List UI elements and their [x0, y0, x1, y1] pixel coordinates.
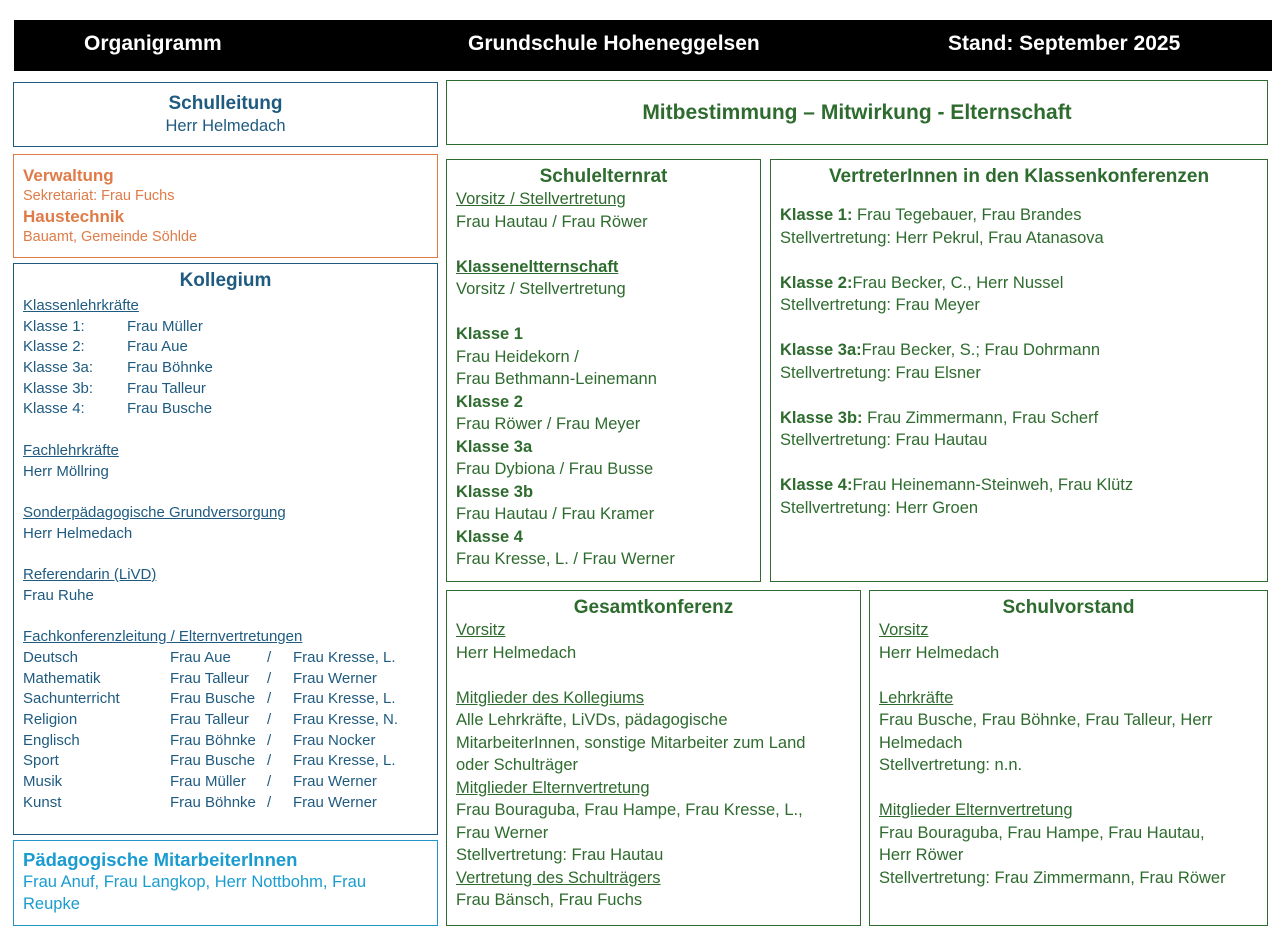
klassen-label: Klasse 4: — [23, 400, 85, 418]
fach-leitung: Frau Müller — [170, 772, 246, 790]
vt-k3a-label: Klasse 3a: — [780, 341, 862, 359]
fachkonferenz-row — [23, 669, 437, 690]
gk-traeger-heading: Vertretung des Schulträgers — [456, 868, 661, 887]
gk-kollegium-1: Alle Lehrkräfte, LiVDs, pädagogische — [456, 711, 728, 729]
sv-eltern-2: Herr Röwer — [879, 846, 964, 864]
klassen-row — [23, 379, 437, 400]
fach-separator: / — [267, 752, 272, 770]
vt-k1-label: Klasse 1: — [780, 206, 853, 224]
ser-k2-label: Klasse 2 — [456, 392, 523, 411]
fach-eltern: Frau Werner — [293, 669, 377, 687]
klassen-teacher: Frau Busche — [127, 400, 213, 418]
ser-k3a-label: Klasse 3a — [456, 437, 533, 456]
fachlehrkraefte-name: Herr Möllring — [23, 462, 109, 480]
klassen-row — [23, 337, 437, 358]
schulleitung-name: Herr Helmedach — [165, 117, 286, 135]
fach-separator: / — [267, 731, 272, 749]
klassen-row — [23, 399, 437, 420]
klassen-label: Klasse 1: — [23, 317, 85, 335]
vt-k2: Frau Becker, C., Herr Nussel — [852, 273, 1064, 292]
ser-klasseneltern-sub: Vorsitz / Stellvertretung — [456, 280, 626, 298]
kollegium-box — [13, 263, 438, 835]
fach-leitung: Frau Aue — [170, 648, 231, 666]
fach-leitung: Frau Talleur — [170, 669, 249, 687]
klassen-teacher: Frau Böhnke — [127, 359, 213, 377]
gk-kollegium-2: MitarbeiterInnen, sonstige Mitarbeiter zum Land — [456, 733, 806, 752]
fach-name: Kunst — [23, 793, 62, 811]
sonder-name: Herr Helmedach — [23, 524, 133, 542]
haustechnik-title: Haustechnik — [23, 207, 125, 226]
fach-separator: / — [267, 772, 272, 790]
fach-eltern: Frau Kresse, L. — [293, 690, 396, 708]
fach-leitung: Frau Böhnke — [170, 793, 256, 811]
fach-eltern: Frau Kresse, L. — [293, 752, 396, 770]
vt-k1-st: Stellvertretung: Herr Pekrul, Frau Atanasova — [780, 228, 1104, 247]
ser-k1-line2: Frau Bethmann-Leinemann — [456, 370, 657, 388]
schulelternrat-box — [446, 159, 761, 582]
ser-k3a: Frau Dybiona / Frau Busse — [456, 460, 654, 478]
gk-vorsitz: Herr Helmedach — [456, 643, 577, 662]
fach-name: Musik — [23, 772, 63, 790]
paedagogisch-box — [13, 840, 438, 926]
fach-eltern: Frau Kresse, L. — [293, 648, 396, 666]
ser-k3b-label: Klasse 3b — [456, 482, 534, 501]
klassen-row — [23, 358, 437, 379]
vt-k3b-st: Stellvertretung: Frau Hautau — [780, 431, 988, 449]
sv-lehr-heading: Lehrkräfte — [879, 688, 954, 707]
verwaltung-text: Sekretariat: Frau Fuchs — [23, 188, 175, 204]
gk-vorsitz-heading: Vorsitz — [456, 621, 506, 639]
gk-eltern-2: Frau Werner — [456, 823, 549, 842]
ser-vorsitz-heading: Vorsitz / Stellvertretung — [456, 190, 626, 208]
fach-eltern: Frau Nocker — [293, 731, 376, 749]
sv-eltern-1: Frau Bouraguba, Frau Hampe, Frau Hautau, — [879, 823, 1205, 842]
vt-k3a: Frau Becker, S.; Frau Dohrmann — [861, 341, 1101, 359]
gk-kollegium-3: oder Schulträger — [456, 756, 578, 774]
verwaltung-title: Verwaltung — [23, 166, 114, 185]
ser-k4-label: Klasse 4 — [456, 527, 523, 546]
paedagogisch-line2: Reupke — [23, 895, 80, 913]
ser-k2: Frau Röwer / Frau Meyer — [456, 415, 641, 433]
header-title: Organigramm — [84, 32, 222, 55]
ser-klasseneltern-heading: Klasseneltternschaft — [456, 257, 619, 276]
fach-eltern: Frau Werner — [293, 772, 377, 790]
fach-separator: / — [267, 648, 272, 666]
ser-k1-line1: Frau Heidekorn / — [456, 347, 579, 366]
sv-lehr-1: Frau Busche, Frau Böhnke, Frau Talleur, Herr — [879, 711, 1213, 729]
school-name: Grundschule Hoheneggelsen — [468, 32, 760, 55]
schulelternrat-title: Schulelternrat — [539, 166, 668, 187]
fachkonferenz-row — [23, 689, 437, 710]
header-bar — [14, 20, 1272, 71]
gesamtkonferenz-box — [446, 590, 861, 926]
fachkonferenz-row — [23, 731, 437, 752]
vt-k3a-st: Stellvertretung: Frau Elsner — [780, 363, 981, 382]
status-date: Stand: September 2025 — [948, 32, 1181, 55]
klassenlehrkraefte-heading: Klassenlehrkräfte — [23, 297, 139, 314]
klassen-teacher: Frau Müller — [127, 317, 203, 335]
haustechnik-text: Bauamt, Gemeinde Söhlde — [23, 229, 198, 245]
ser-k4: Frau Kresse, L. / Frau Werner — [456, 550, 675, 568]
fach-leitung: Frau Busche — [170, 690, 256, 708]
vertreter-title: VertreterInnen in den Klassenkonferenzen — [828, 166, 1210, 187]
fach-name: Deutsch — [23, 648, 79, 666]
referendarin-name: Frau Ruhe — [23, 586, 94, 604]
fachkonferenz-row — [23, 648, 437, 669]
fach-separator: / — [267, 690, 272, 708]
fachkonferenz-row — [23, 772, 437, 793]
gk-kollegium-heading: Mitglieder des Kollegiums — [456, 688, 645, 707]
klassen-label: Klasse 3a: — [23, 359, 94, 377]
fach-name: Religion — [23, 710, 78, 728]
sv-vorsitz: Herr Helmedach — [879, 643, 1000, 662]
gk-eltern-st: Stellvertretung: Frau Hautau — [456, 846, 664, 864]
klassen-row — [23, 317, 437, 338]
fach-leitung: Frau Talleur — [170, 710, 249, 728]
fach-separator: / — [267, 793, 272, 811]
fachkonferenz-row — [23, 793, 437, 814]
fachkonferenz-row — [23, 710, 437, 731]
mitbestimmung-title: Mitbestimmung – Mitwirkung - Elternschaft — [642, 101, 1072, 124]
sonder-heading: Sonderpädagogische Grundversorgung — [23, 503, 286, 521]
fach-name: Sport — [23, 752, 59, 770]
sv-eltern-st: Stellvertretung: Frau Zimmermann, Frau Röwer — [879, 868, 1226, 887]
sv-lehr-2: Helmedach — [879, 733, 963, 752]
verwaltung-box — [13, 154, 438, 258]
klassen-teacher: Frau Aue — [127, 338, 188, 356]
vt-k1: Frau Tegebauer, Frau Brandes — [852, 206, 1082, 224]
vt-k4-label: Klasse 4: — [780, 476, 853, 494]
schulleitung-box — [13, 82, 438, 147]
fach-separator: / — [267, 669, 272, 687]
vt-k2-st: Stellvertretung: Frau Meyer — [780, 296, 980, 314]
sv-lehr-st: Stellvertretung: n.n. — [879, 756, 1023, 774]
paedagogisch-line1: Frau Anuf, Frau Langkop, Herr Nottbohm, Frau — [23, 873, 366, 891]
vt-k4-st: Stellvertretung: Herr Groen — [780, 498, 979, 517]
mitbestimmung-banner — [446, 80, 1268, 145]
klassen-label: Klasse 3b: — [23, 379, 94, 397]
fachkonferenz-heading: Fachkonferenzleitung / Elternvertretungen — [23, 628, 303, 646]
vt-k4: Frau Heinemann-Steinweh, Frau Klütz — [852, 476, 1134, 494]
fach-eltern: Frau Kresse, N. — [293, 710, 399, 728]
fach-leitung: Frau Busche — [170, 752, 256, 770]
vt-k2-label: Klasse 2: — [780, 273, 853, 292]
ser-k3b: Frau Hautau / Frau Kramer — [456, 505, 655, 523]
gk-eltern-1: Frau Bouraguba, Frau Hampe, Frau Kresse, L., — [456, 801, 803, 819]
gesamtkonferenz-title: Gesamtkonferenz — [573, 597, 734, 618]
ser-vorsitz: Frau Hautau / Frau Röwer — [456, 212, 648, 231]
fach-eltern: Frau Werner — [293, 793, 377, 811]
vertreter-box — [770, 159, 1268, 582]
klassen-label: Klasse 2: — [23, 338, 85, 356]
sv-vorsitz-heading: Vorsitz — [879, 621, 929, 639]
fach-name: Mathematik — [23, 669, 101, 687]
fach-leitung: Frau Böhnke — [170, 731, 256, 749]
fach-separator: / — [267, 710, 272, 728]
sv-eltern-heading: Mitglieder Elternvertretung — [879, 801, 1073, 819]
vt-k3b-label: Klasse 3b: — [780, 408, 863, 427]
referendarin-heading: Referendarin (LiVD) — [23, 566, 157, 584]
paedagogisch-title: Pädagogische MitarbeiterInnen — [23, 849, 298, 870]
gk-eltern-heading: Mitglieder Elternvertretung — [456, 778, 650, 797]
fach-name: Sachunterricht — [23, 690, 120, 708]
ser-k1-label: Klasse 1 — [456, 325, 523, 343]
schulleitung-title: Schulleitung — [168, 93, 283, 114]
fachkonferenz-row — [23, 751, 437, 772]
vt-k3b: Frau Zimmermann, Frau Scherf — [862, 408, 1099, 427]
gk-traeger: Frau Bänsch, Frau Fuchs — [456, 891, 643, 909]
fachlehrkraefte-heading: Fachlehrkräfte — [23, 441, 119, 459]
kollegium-title: Kollegium — [179, 270, 272, 291]
fach-name: Englisch — [23, 731, 80, 749]
schulvorstand-title: Schulvorstand — [1002, 597, 1135, 618]
klassen-teacher: Frau Talleur — [127, 379, 206, 397]
schulvorstand-box — [869, 590, 1268, 926]
